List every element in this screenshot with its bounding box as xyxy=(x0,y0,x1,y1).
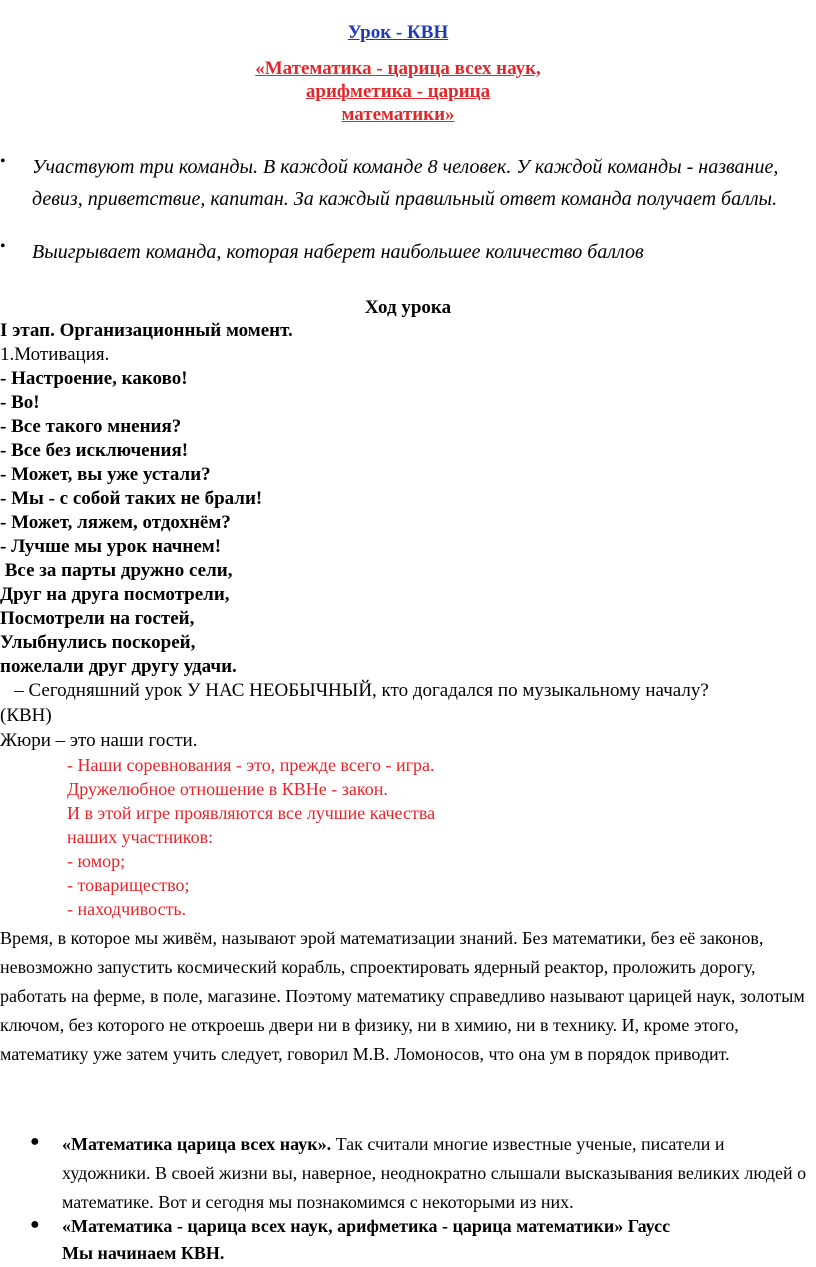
dialog-line: - Мы - с собой таких не брали! xyxy=(0,488,263,509)
dialog-line: - Настроение, каково! xyxy=(0,368,188,389)
motivation-heading: 1.Мотивация. xyxy=(0,344,110,365)
gauss-quote: «Математика - царица всех наук, арифметика - царица математики» Гаусс xyxy=(62,1216,671,1236)
red-poem-line: И в этой игре проявляются все лучшие качества xyxy=(67,803,436,823)
start-kvn-line: Мы начинаем КВН. xyxy=(62,1243,225,1263)
quote-bullet-text xyxy=(62,1130,816,1217)
rules-item-text: Выигрывает команда, которая наберет наибольшее количество баллов xyxy=(32,241,644,263)
dialog-line: Друг на друга посмотрели, xyxy=(0,584,230,605)
dialog-line: пожелали друг другу удачи. xyxy=(0,656,237,677)
bullet-icon: ● xyxy=(30,1216,40,1233)
red-poem-line: - юмор; xyxy=(67,851,126,871)
dialog-line: - Может, ляжем, отдохнём? xyxy=(0,512,231,533)
red-poem-line: наших участников: xyxy=(67,827,214,847)
dialog-line: - Во! xyxy=(0,392,40,413)
rules-item-text: Участвуют три команды. В каждой команде 8 человек. У каждой команды - название, девиз, приветствие, капитан. За каждый правильный ответ команда получает баллы. xyxy=(32,156,779,210)
dialog-line: Посмотрели на гостей, xyxy=(0,608,195,629)
stage-heading: I этап. Организационный момент. xyxy=(0,320,293,341)
dialog-line: - Все без исключения! xyxy=(0,440,189,461)
page-subtitle-line-1: «Математика - царица всех наук, xyxy=(255,58,541,79)
dialog-line: Все за парты дружно сели, xyxy=(0,560,233,581)
bullet-icon: ● xyxy=(30,1133,40,1150)
dialog-line: Улыбнулись поскорей, xyxy=(0,632,196,653)
red-poem-line: Дружелюбное отношение в КВНе - закон. xyxy=(67,779,388,799)
section-title: Ход урока xyxy=(364,297,452,318)
intro-line: – Сегодняшний урок У НАС НЕОБЫЧНЫЙ, кто догадался по музыкальному началу? xyxy=(0,680,709,701)
page-subtitle-line-3: математики» xyxy=(341,104,455,125)
main-paragraph: Время, в которое мы живём, называют эрой математизации знаний. Без математики, без её законов, невозможно запустить космический корабль, спроектировать ядерный реактор, проложить дорогу, работать на ферме, в поле, магазине. Поэтому математику справедливо называют царицей наук, золотым ключом, без которого не откроешь двери ни в физику, ни в химию, ни в технику. И, кроме этого, математику уже затем учить следует, говорил М.В. Ломоносов, что она ум в порядок приводит. xyxy=(0,928,805,1064)
quote-title: «Математика царица всех наук». xyxy=(62,1134,332,1154)
dialog-line: - Все такого мнения? xyxy=(0,416,182,437)
page-title: Урок - КВН xyxy=(347,22,449,43)
bullet-icon: • xyxy=(0,153,6,170)
dialog-line: - Может, вы уже устали? xyxy=(0,464,211,485)
jury-line: Жюри – это наши гости. xyxy=(0,730,198,751)
quote-body: Так считали многие известные ученые, писатели и художники. В своей жизни вы, наверное, неоднократно слышали высказывания великих людей о математике. Вот и сегодня мы познакомимся с некоторыми из них. xyxy=(62,1134,807,1212)
dialog-line: - Лучше мы урок начнем! xyxy=(0,536,222,557)
red-poem-line: - находчивость. xyxy=(67,899,187,919)
quote-bullet-text-2 xyxy=(62,1213,816,1267)
red-poem-line: - Наши соревнования - это, прежде всего - игра. xyxy=(67,755,435,775)
bullet-icon: • xyxy=(0,238,6,255)
intro-line-answer: (КВН) xyxy=(0,705,52,726)
page-subtitle-line-2: арифметика - царица xyxy=(305,81,491,102)
red-poem-line: - товарищество; xyxy=(67,875,190,895)
